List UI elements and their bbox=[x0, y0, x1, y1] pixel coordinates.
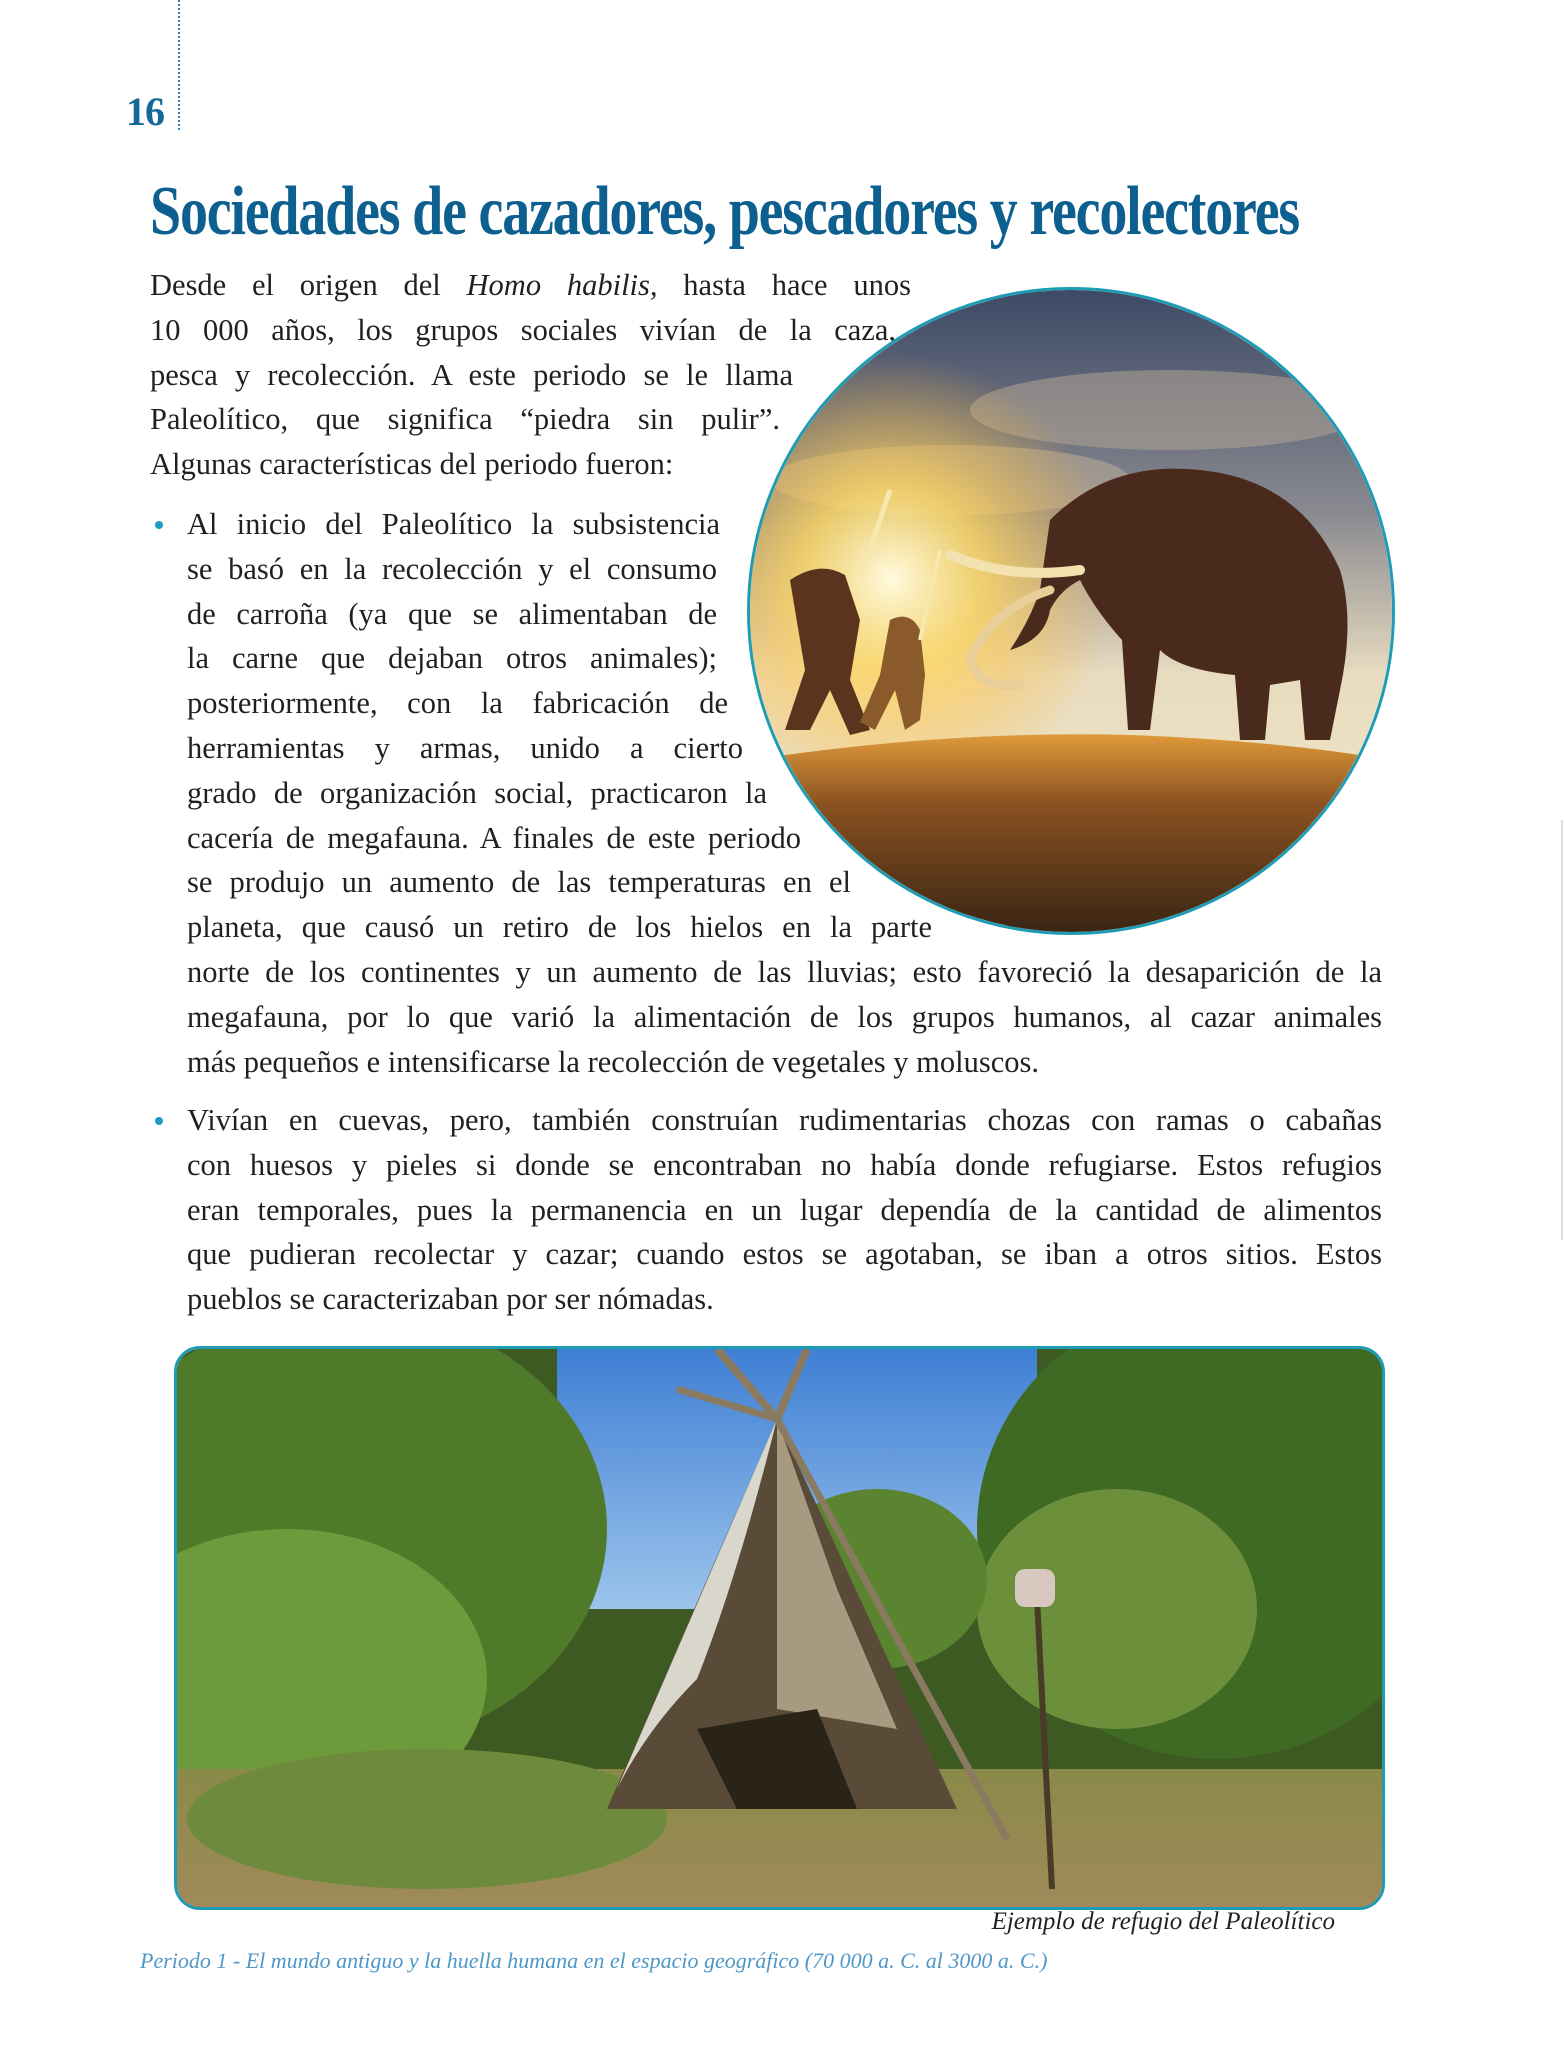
photo-caption: Ejemplo de refugio del Paleolítico bbox=[991, 1908, 1335, 1935]
text-line: pueblos se caracterizaban por ser nómadas. bbox=[187, 1282, 714, 1317]
bullet-item-shelter bbox=[187, 1098, 1382, 1322]
text-line: Paleolítico, que significa “piedra sin pulir”. bbox=[150, 402, 780, 437]
text-line: megafauna, por lo que varió la alimentación de los grupos humanos, al cazar animales bbox=[187, 999, 1382, 1034]
page-footer: Periodo 1 - El mundo antiguo y la huella humana en el espacio geográfico (70 000 a. C. al 3000 a. C.) bbox=[140, 1948, 1048, 1973]
page-title: Sociedades de cazadores, pescadores y recolectores bbox=[150, 173, 1299, 250]
bullet-dot-icon bbox=[155, 521, 163, 529]
page-number: 16 bbox=[126, 89, 164, 134]
mammoth-hunt-illustration bbox=[747, 287, 1395, 935]
text-line: planeta, que causó un retiro de los hielos en la parte bbox=[187, 910, 932, 945]
bullet-dot-icon bbox=[155, 1117, 163, 1125]
text-line: pesca y recolección. A este periodo se le llama bbox=[150, 357, 793, 392]
text-line: posteriormente, con la fabricación de bbox=[187, 686, 728, 721]
text-line: herramientas y armas, unido a cierto bbox=[187, 730, 743, 765]
margin-dotted-rule bbox=[178, 0, 180, 130]
text-line: se basó en la recolección y el consumo bbox=[187, 551, 717, 586]
text-line: Vivían en cuevas, pero, también construían rudimentarias chozas con ramas o cabañas bbox=[187, 1103, 1382, 1137]
text-line: eran temporales, pues la permanencia en un lugar dependía de la cantidad de alimentos bbox=[187, 1192, 1382, 1227]
page-edge-shadow bbox=[1561, 820, 1563, 1240]
text-line: más pequeños e intensificarse la recolección de vegetales y moluscos. bbox=[187, 1044, 1039, 1079]
text-line: la carne que dejaban otros animales); bbox=[187, 641, 717, 676]
text-line: Al inicio del Paleolítico la subsistencia bbox=[187, 507, 720, 541]
text-line: cacería de megafauna. A finales de este periodo bbox=[187, 820, 801, 855]
text-line: Algunas características del periodo fueron: bbox=[150, 447, 674, 482]
paleolithic-shelter-photo bbox=[174, 1346, 1385, 1910]
text-line: se produjo un aumento de las temperaturas en el bbox=[187, 865, 851, 900]
text-line: que pudieran recolectar y cazar; cuando estos se agotaban, se iban a otros sitios. Estos bbox=[187, 1237, 1382, 1272]
text-line: Desde el origen del Homo habilis, hasta hace unos bbox=[150, 268, 911, 302]
text-line: con huesos y pieles si donde se encontraban no había donde refugiarse. Estos refugios bbox=[187, 1147, 1382, 1182]
text-line: de carroña (ya que se alimentaban de bbox=[187, 596, 717, 631]
text-line: grado de organización social, practicaron la bbox=[187, 775, 767, 810]
text-line: 10 000 años, los grupos sociales vivían de la caza, bbox=[150, 312, 896, 347]
text-line: norte de los continentes y un aumento de las lluvias; esto favoreció la desaparición de la bbox=[187, 954, 1382, 989]
